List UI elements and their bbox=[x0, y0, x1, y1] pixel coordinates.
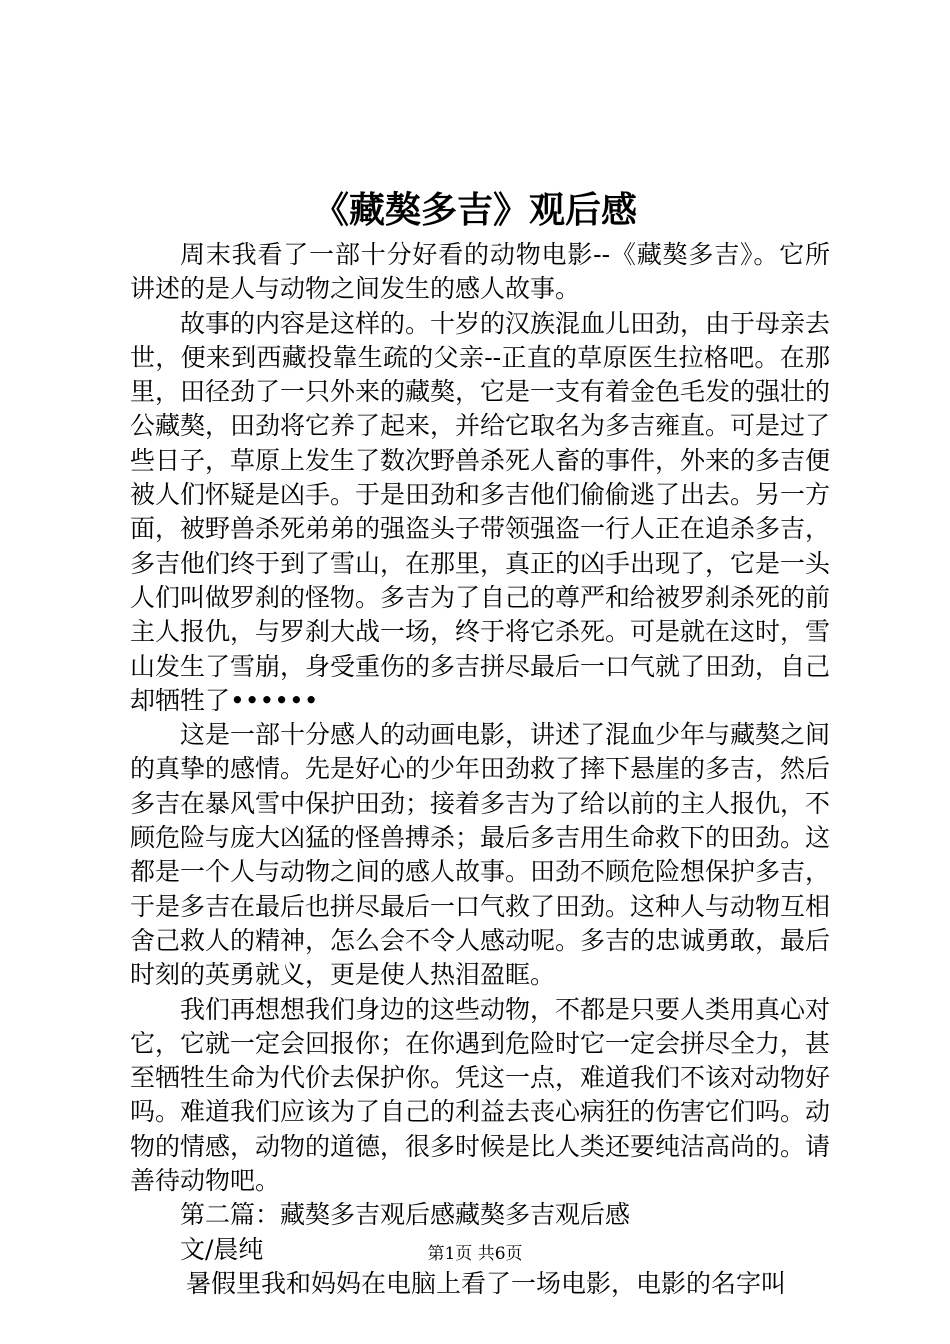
paragraph-story: 故事的内容是这样的。十岁的汉族混血儿田劲，由于母亲去世，便来到西藏投靠生疏的父亲--正直的草原医生拉格吧。在那里，田径劲了一只外来的藏獒，它是一支有着金色毛发的强壮的公藏獒，田劲将它养了起来，并给它取名为多吉雍直。可是过了些日子，草原上发生了数次野兽杀死人畜的事件，外来的多吉便被人们怀疑是凶手。于是田劲和多吉他们偷偷逃了出去。另一方面，被野兽杀死弟弟的强盗头子带领强盗一行人正在追杀多吉，多吉他们终于到了雪山，在那里，真正的凶手出现了，它是一头人们叫做罗刹的怪物。多吉为了自己的尊严和给被罗刹杀死的前主人报仇，与罗刹大战一场，终于将它杀死。可是就在这时，雪山发生了雪崩，身受重伤的多吉拼尽最后一口气就了田劲，自己却牺牲了•••••• bbox=[130, 308, 831, 715]
document-title: 《藏獒多吉》观后感 bbox=[312, 189, 637, 231]
document-body bbox=[130, 238, 830, 1301]
page-number-footer: 第1页 共6页 bbox=[427, 1244, 523, 1264]
section-heading: 第二篇：藏獒多吉观后感藏獒多吉观后感 bbox=[180, 1200, 631, 1230]
paragraph-second-article-start: 暑假里我和妈妈在电脑上看了一场电影，电影的名字叫 bbox=[186, 1268, 787, 1298]
paragraph-reflection: 这是一部十分感人的动画电影，讲述了混血少年与藏獒之间的真挚的感情。先是好心的少年田劲救了摔下悬崖的多吉，然后多吉在暴风雪中保护田劲；接着多吉为了给以前的主人报仇，不顾危险与庞大凶猛的怪兽搏杀；最后多吉用生命救下的田劲。这都是一个人与动物之间的感人故事。田劲不顾危险想保护多吉，于是多吉在最后也拼尽最后一口气救了田劲。这种人与动物互相舍己救人的精神，怎么会不令人感动呢。多吉的忠诚勇敢，最后时刻的英勇就义，更是使人热泪盈眶。 bbox=[130, 720, 831, 990]
paragraph-conclusion: 我们再想想我们身边的这些动物，不都是只要人类用真心对它，它就一定会回报你；在你遇到危险时它一定会拼尽全力，甚至牺牲生命为代价去保护你。凭这一点，难道我们不该对动物好吗。难道我们应该为了自己的利益去丧心病狂的伤害它们吗。动物的情感，动物的道德，很多时候是比人类还要纯洁高尚的。请善待动物吧。 bbox=[130, 994, 831, 1196]
author-line: 文/晨纯 bbox=[180, 1234, 264, 1264]
paragraph-intro: 周末我看了一部十分好看的动物电影--《藏獒多吉》。它所讲述的是人与动物之间发生的感人故事。 bbox=[130, 240, 830, 304]
